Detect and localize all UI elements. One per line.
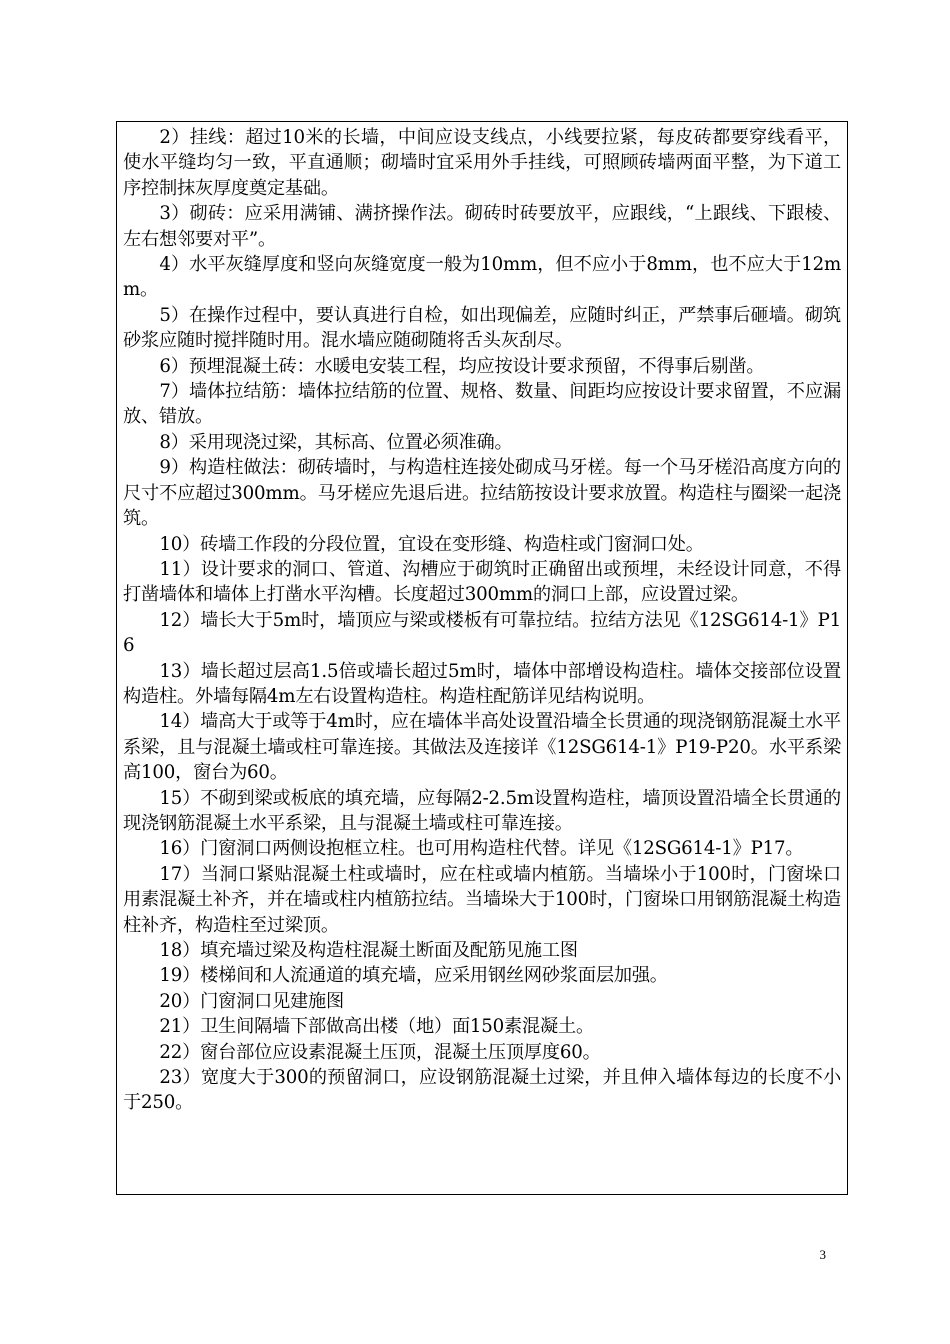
paragraph-19-stairwell-wall: 19）楼梯间和人流通道的填充墙，应采用钢丝网砂浆面层加强。 [159,965,668,987]
paragraph-16-frame-posts: 16）门窗洞口两侧设抱框立柱。也可用构造柱代替。详见《12SG614-1》P17。 [159,838,804,860]
paragraph-23-reserved-opening: 23）宽度大于300的预留洞口，应设钢筋混凝土过梁，并且伸入墙体每边的长度不小于250。 [123,1067,841,1114]
paragraph-9-constructional-column: 9）构造柱做法：砌砖墙时，与构造柱连接处砌成马牙槎。每一个马牙槎沿高度方向的尺寸不应超过300mm。马牙槎应先退后进。拉结筋按设计要求放置。构造柱与圈梁一起浇筑。 [123,457,841,530]
paragraph-6-embedded-bricks: 6）预埋混凝土砖：水暖电安装工程，均应按设计要求预留，不得事后剔凿。 [159,355,765,377]
paragraph-13-extra-columns: 13）墙长超过层高1.5倍或墙长超过5m时，墙体中部增设构造柱。墙体交接部位设置构造柱。外墙每隔4m左右设置构造柱。构造柱配筋详见结构说明。 [123,660,841,707]
paragraph-20-door-window-openings: 20）门窗洞口见建施图 [159,990,345,1012]
paragraph-17-opening-near-column: 17）当洞口紧贴混凝土柱或墙时，应在柱或墙内植筋。当墙垛小于100时，门窗垛口用素混凝土补齐，并在墙或柱内植筋拉结。当墙垛大于100时，门窗垛口用钢筋混凝土构造柱补齐，构造柱至过梁顶。 [123,863,841,936]
paragraph-5-self-check: 5）在操作过程中，要认真进行自检，如出现偏差，应随时纠正，严禁事后砸墙。砌筑砂浆应随时搅拌随时用。混水墙应随砌随将舌头灰刮尽。 [123,304,841,352]
paragraph-14-tie-beam: 14）墙高大于或等于4m时，应在墙体半高处设置沿墙全长贯通的现浇钢筋混凝土水平系梁，且与混凝土墙或柱可靠连接。其做法及连接详《12SG614-1》P19-P20。水平系梁高100，窗台为60。 [123,711,841,784]
paragraph-3-bricklaying: 3）砌砖：应采用满铺、满挤操作法。砌砖时砖要放平，应跟线，“上跟线、下跟棱、左右想邻要对平”。 [123,203,841,250]
paragraph-12-wall-length: 12）墙长大于5m时，墙顶应与梁或楼板有可靠拉结。拉结方法见《12SG614-1》P16 [123,609,841,657]
paragraph-22-window-sill: 22）窗台部位应设素混凝土压顶，混凝土压顶厚度60。 [159,1041,601,1063]
paragraph-10-work-sections: 10）砖墙工作段的分段位置，宜设在变形缝、构造柱或门窗洞口处。 [159,533,704,555]
paragraph-4-mortar-joint: 4）水平灰缝厚度和竖向灰缝宽度一般为10mm，但不应小于8mm，也不应大于12mm。 [123,254,841,301]
page-number: 3 [819,1247,826,1262]
paragraph-11-openings: 11）设计要求的洞口、管道、沟槽应于砌筑时正确留出或预埋，未经设计同意，不得打凿墙体和墙体上打凿水平沟槽。长度超过300mm的洞口上部，应设置过梁。 [123,558,841,606]
content-table-cell [116,121,848,1195]
paragraph-7-tie-bars: 7）墙体拉结筋：墙体拉结筋的位置、规格、数量、间距均应按设计要求留置，不应漏放、错放。 [123,381,841,428]
paragraph-15-infill-wall: 15）不砌到梁或板底的填充墙，应每隔2-2.5m设置构造柱，墙顶设置沿墙全长贯通的现浇钢筋混凝土水平系梁，且与混凝土墙或柱可靠连接。 [123,787,841,834]
paragraph-21-bathroom-wall: 21）卫生间隔墙下部做高出楼（地）面150素混凝土。 [159,1016,594,1038]
paragraph-2-hanging-line: 2）挂线：超过10米的长墙，中间应设支线点，小线要拉紧，每皮砖都要穿线看平，使水平缝均匀一致，平直通顺；砌墙时宜采用外手挂线，可照顾砖墙两面平整，为下道工序控制抹灰厚度奠定基础。 [123,127,841,199]
paragraph-18-lintel-sections: 18）填充墙过梁及构造柱混凝土断面及配筋见施工图 [159,940,578,961]
paragraph-8-cast-lintel: 8）采用现浇过梁，其标高、位置必须准确。 [159,431,513,453]
